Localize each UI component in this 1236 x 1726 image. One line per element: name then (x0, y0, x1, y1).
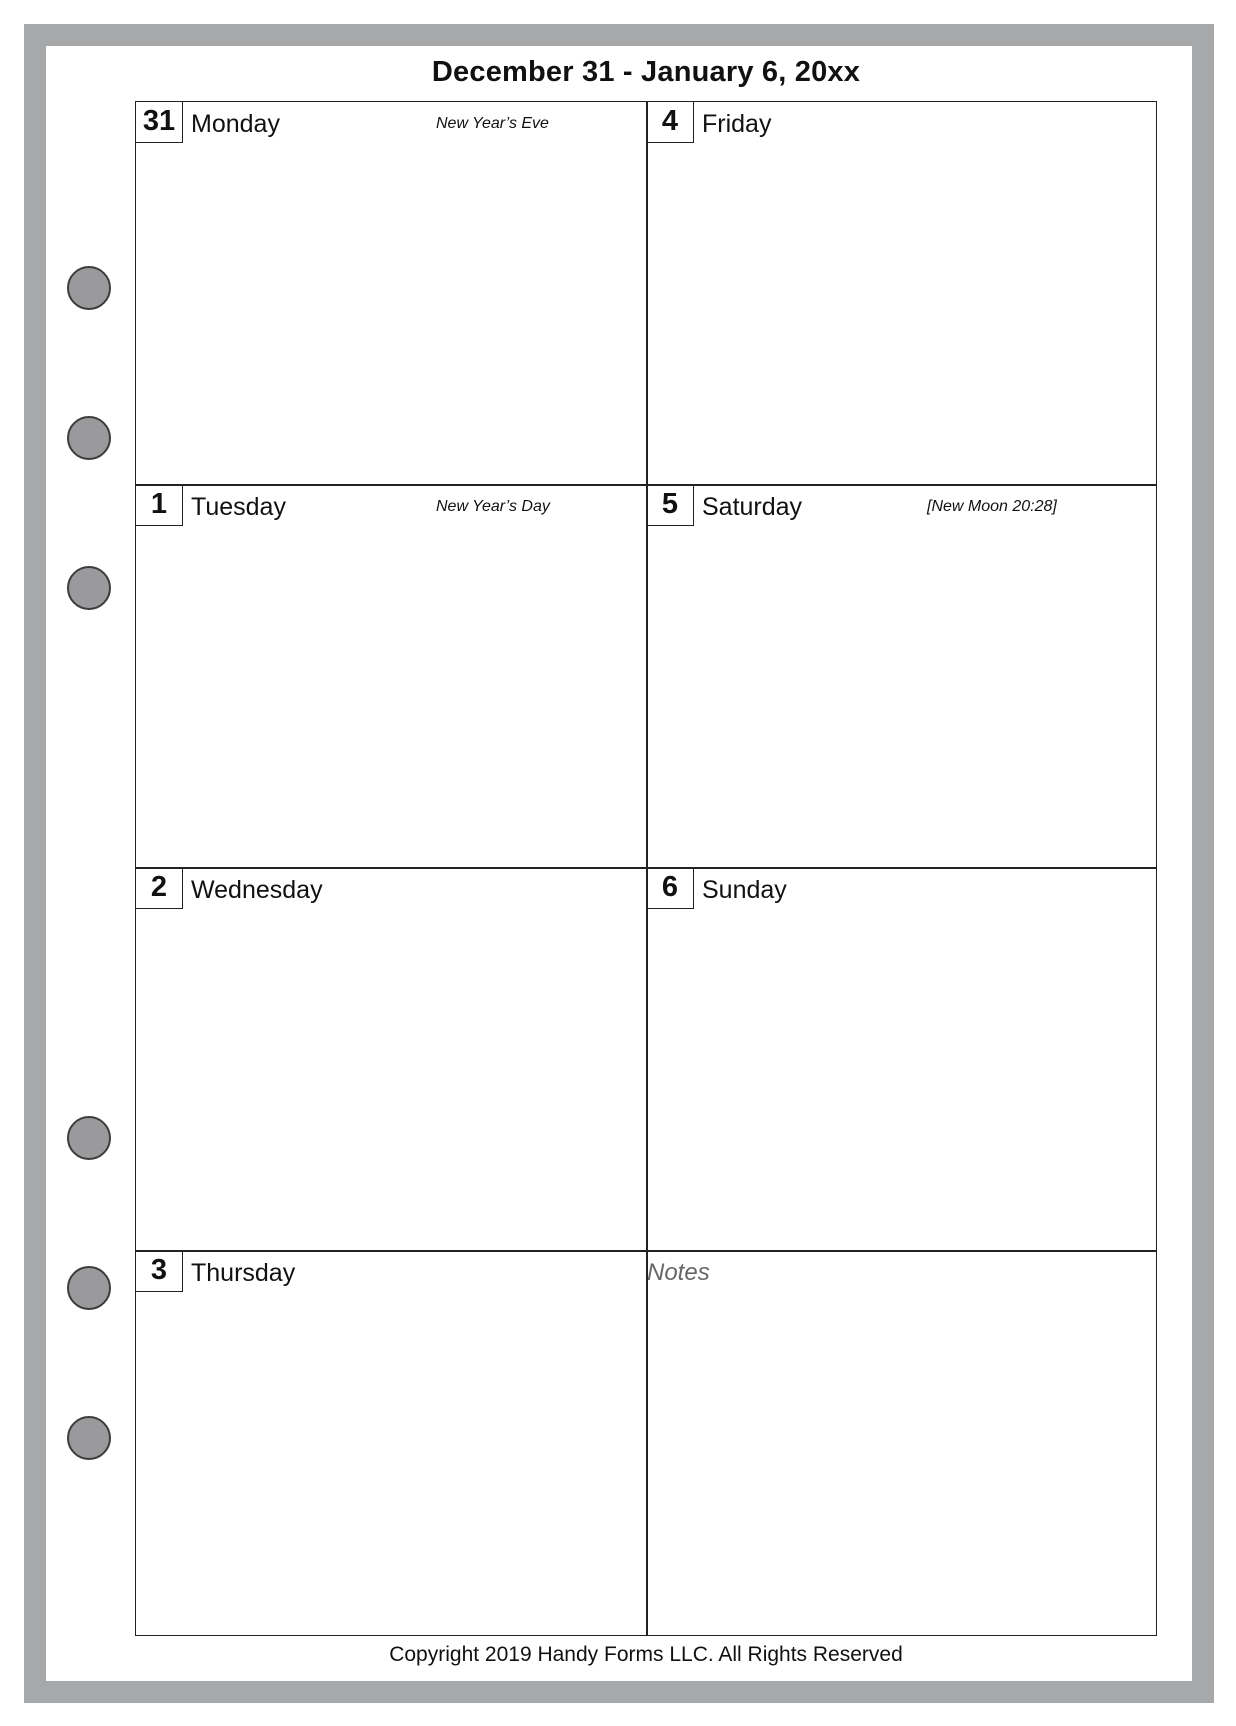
binder-hole (67, 266, 111, 310)
binder-hole (67, 1416, 111, 1460)
day-cell-monday[interactable] (136, 102, 646, 484)
holiday-label: New Year’s Day (436, 498, 550, 515)
day-cell-saturday[interactable] (647, 485, 1155, 867)
day-cell-friday[interactable] (647, 102, 1155, 484)
day-name: Wednesday (191, 876, 323, 904)
binder-hole (67, 416, 111, 460)
binder-hole (67, 1116, 111, 1160)
day-cell-tuesday[interactable] (136, 485, 646, 867)
day-cell-sunday[interactable] (647, 868, 1155, 1250)
day-number: 2 (136, 868, 183, 909)
moon-phase-label: [New Moon 20:28] (927, 498, 1057, 515)
day-cell-thursday[interactable] (136, 1251, 646, 1634)
holiday-label: New Year’s Eve (436, 115, 549, 132)
week-grid (135, 101, 1157, 1636)
day-number: 4 (647, 102, 694, 143)
binder-hole (67, 566, 111, 610)
binder-hole (67, 1266, 111, 1310)
day-number: 3 (136, 1251, 183, 1292)
day-number: 1 (136, 485, 183, 526)
day-name: Tuesday (191, 493, 286, 521)
day-name: Thursday (191, 1259, 296, 1287)
day-cell-wednesday[interactable] (136, 868, 646, 1250)
copyright-footer: Copyright 2019 Handy Forms LLC. All Rights Reserved (389, 1643, 903, 1666)
day-number: 6 (647, 868, 694, 909)
day-name: Monday (191, 110, 280, 138)
day-name: Saturday (702, 493, 803, 521)
notes-label: Notes (647, 1259, 710, 1286)
day-name: Friday (702, 110, 772, 138)
page-title: December 31 - January 6, 20xx (431, 56, 861, 88)
day-number: 31 (136, 102, 183, 143)
notes-cell[interactable] (647, 1251, 1155, 1634)
day-number: 5 (647, 485, 694, 526)
day-name: Sunday (702, 876, 787, 904)
